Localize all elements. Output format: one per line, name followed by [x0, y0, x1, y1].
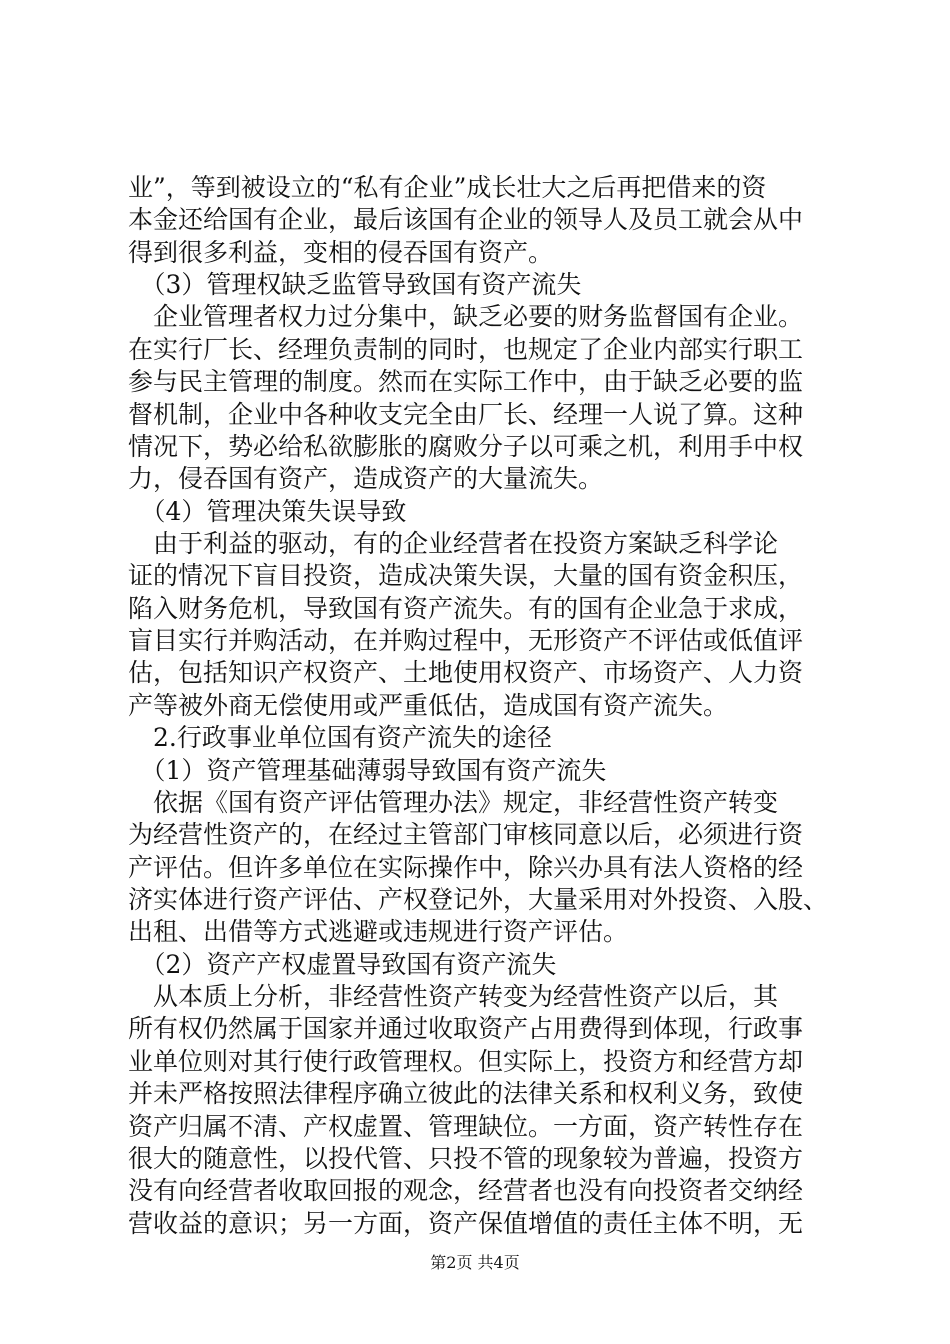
text-line: 参与民主管理的制度。然而在实际工作中，由于缺乏必要的监 — [128, 367, 804, 397]
text-line: 很大的随意性，以投代管、只投不管的现象较为普遍，投资方 — [128, 1143, 804, 1173]
section-heading: （3）管理权缺乏监管导致国有资产流失 — [128, 270, 582, 300]
text-line: 营收益的意识；另一方面，资产保值增值的责任主体不明，无 — [128, 1208, 804, 1238]
text-line: 为经营性资产的，在经过主管部门审核同意以后，必须进行资 — [128, 820, 804, 850]
text-line: 估，包括知识产权资产、土地使用权资产、市场资产、人力资 — [128, 658, 804, 688]
page-footer: 第2页 共4页 — [430, 1253, 520, 1272]
section-heading: （4）管理决策失误导致 — [128, 496, 407, 526]
text-line: 依据《国有资产评估管理办法》规定，非经营性资产转变 — [128, 787, 779, 817]
text-line: 业单位则对其行使行政管理权。但实际上，投资方和经营方却 — [128, 1046, 804, 1076]
text-line: 出租、出借等方式逃避或违规进行资产评估。 — [128, 917, 629, 947]
text-line: 证的情况下盲目投资，造成决策失误，大量的国有资金积压， — [128, 561, 804, 591]
section-heading: （1）资产管理基础薄弱导致国有资产流失 — [128, 755, 607, 785]
section-heading: 2.行政事业单位国有资产流失的途径 — [128, 723, 552, 753]
text-line: 本金还给国有企业，最后该国有企业的领导人及员工就会从中 — [128, 205, 804, 235]
section-heading: （2）资产产权虚置导致国有资产流失 — [128, 949, 557, 979]
text-line: 力，侵吞国有资产，造成资产的大量流失。 — [128, 464, 604, 494]
text-line: 资产归属不清、产权虚置、管理缺位。一方面，资产转性存在 — [128, 1111, 804, 1141]
text-line: 并未严格按照法律程序确立彼此的法律关系和权利义务，致使 — [128, 1079, 804, 1109]
text-line: 没有向经营者收取回报的观念，经营者也没有向投资者交纳经 — [128, 1176, 804, 1206]
text-line: 产等被外商无偿使用或严重低估，造成国有资产流失。 — [128, 690, 729, 720]
text-line: 所有权仍然属于国家并通过收取资产占用费得到体现，行政事 — [128, 1014, 804, 1044]
text-line: 从本质上分析，非经营性资产转变为经营性资产以后，其 — [128, 982, 779, 1012]
text-line: 情况下，势必给私欲膨胀的腐败分子以可乘之机，利用手中权 — [128, 431, 804, 461]
text-line: 产评估。但许多单位在实际操作中，除兴办具有法人资格的经 — [128, 852, 804, 882]
text-line: 企业管理者权力过分集中，缺乏必要的财务监督国有企业。 — [128, 302, 804, 332]
text-line: 在实行厂长、经理负责制的同时，也规定了企业内部实行职工 — [128, 334, 804, 364]
text-line: 业”，等到被设立的“私有企业”成长壮大之后再把借来的资 — [128, 173, 767, 202]
text-line: 督机制，企业中各种收支完全由厂长、经理一人说了算。这种 — [128, 399, 804, 429]
text-line: 由于利益的驱动，有的企业经营者在投资方案缺乏科学论 — [128, 529, 779, 558]
text-line: 陷入财务危机，导致国有资产流失。有的国有企业急于求成， — [128, 593, 804, 623]
text-line: 得到很多利益，变相的侵吞国有资产。 — [128, 237, 554, 267]
text-line: 济实体进行资产评估、产权登记外，大量采用对外投资、入股、 — [128, 885, 829, 914]
text-line: 盲目实行并购活动，在并购过程中，无形资产不评估或低值评 — [128, 626, 804, 656]
